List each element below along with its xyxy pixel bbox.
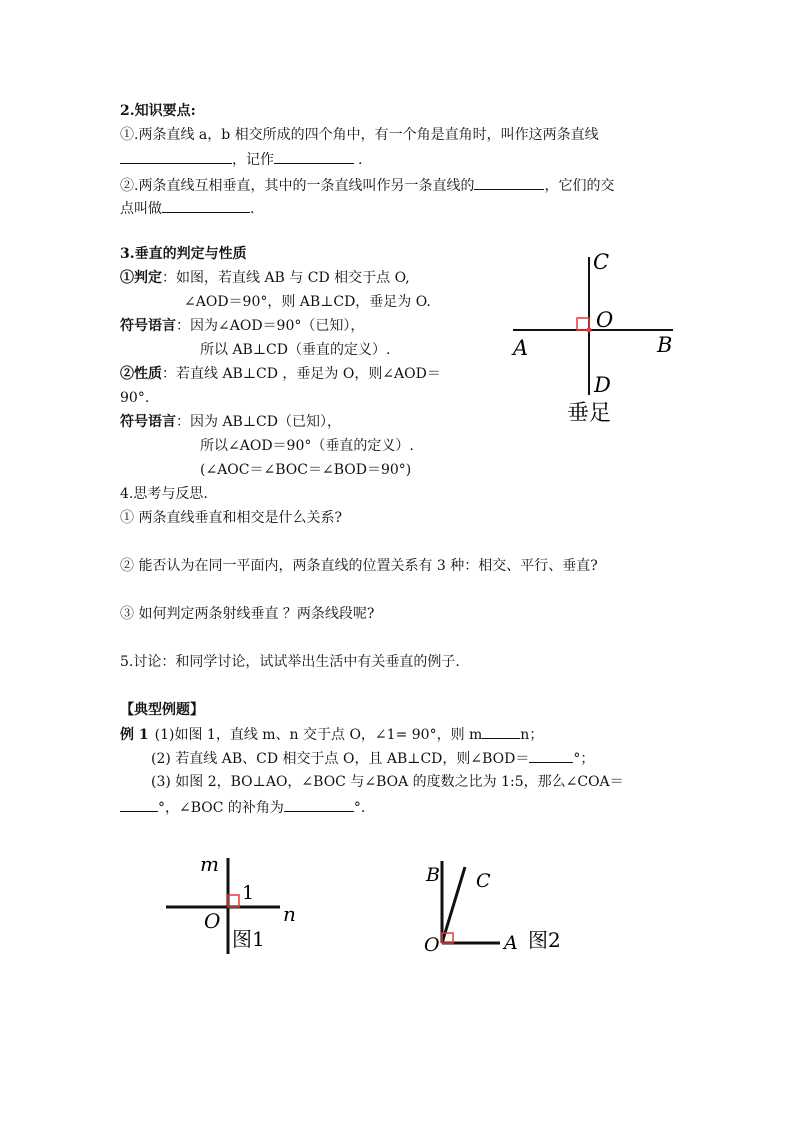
foot-caption: 垂足 <box>567 401 612 426</box>
question-3: ③ 如何判定两条射线垂直 ？两条线段呢? <box>120 606 375 622</box>
blank <box>120 152 232 164</box>
label-c: C <box>476 870 491 892</box>
blank <box>162 201 250 213</box>
example-1-line-4: °，∠BOC 的补角为 °. <box>120 800 365 815</box>
example-1-line-2: (2) 若直线 AB、CD 相交于点 O，且 AB⊥CD，则∠BOD＝ °； <box>151 751 595 767</box>
blank <box>274 152 354 164</box>
example-1-line-3: (3) 如图 2，BO⊥AO，∠BOC 与∠BOA 的度数之比为 1:5，那么∠COA＝ <box>151 774 624 790</box>
blank <box>482 727 520 739</box>
judge-line-cont: ∠AOD＝90°，则 AB⊥CD，垂足为 O. <box>184 294 431 310</box>
section-3-heading: 3.垂直的判定与性质 <box>120 246 247 262</box>
symbol-language-2-extra: (∠AOC＝∠BOC＝∠BOD＝90°) <box>200 462 412 478</box>
examples-heading: 【典型例题】 <box>120 702 204 718</box>
section-4-heading: 4.思考与反思. <box>120 486 208 502</box>
section-2-point-1-cont: ，记作 . <box>120 152 362 167</box>
label-b: B <box>426 864 440 886</box>
section-2-point-2: ②.两条直线互相垂直，其中的一条直线叫作另一条直线的 ，它们的交 <box>120 178 615 194</box>
symbol-language-2: 符号语言：因为 AB⊥CD（已知）， <box>120 414 341 430</box>
question-2: ② 能否认为在同一平面内，两条直线的位置关系有 3 种：相交、平行、垂直? <box>120 558 598 574</box>
property-line: ②性质：若直线 AB⊥CD ，垂足为 O，则∠AOD＝ <box>120 366 441 382</box>
judge-line: ①判定：如图，若直线 AB 与 CD 相交于点 O, <box>120 270 410 286</box>
figure-2-caption: 图2 <box>528 928 561 952</box>
figure-1-caption: 图1 <box>232 927 265 951</box>
label-b: B <box>657 333 673 357</box>
figure-2 <box>420 855 570 960</box>
figure-1 <box>160 848 310 958</box>
section-2-heading: 2.知识要点: <box>120 103 196 119</box>
perpendicular-figure <box>505 245 685 430</box>
section-2-point-1: ①.两条直线 a，b 相交所成的四个角中，有一个角是直角时，叫作这两条直线 <box>120 127 599 143</box>
label-o: O <box>424 934 440 956</box>
symbol-language-2-cont: 所以∠AOD＝90°（垂直的定义）. <box>200 438 414 454</box>
label-o: O <box>204 909 221 933</box>
blank <box>284 800 354 812</box>
label-a: A <box>504 932 518 954</box>
label-m: m <box>200 852 219 876</box>
label-c: C <box>593 250 610 274</box>
example-1-line-1: 例 1 (1)如图 1，直线 m、n 交于点 O，∠1= 90°，则 m n； <box>120 727 544 743</box>
blank <box>120 800 158 812</box>
label-n: n <box>283 902 296 926</box>
intersection-point <box>587 328 592 333</box>
blank <box>529 751 573 763</box>
symbol-language-1: 符号语言：因为∠AOD＝90°（已知）， <box>120 318 365 334</box>
label-1: 1 <box>242 882 255 904</box>
section-5-discussion: 5.讨论：和同学讨论，试试举出生活中有关垂直的例子. <box>120 654 460 670</box>
property-line-cont: 90°. <box>120 390 150 406</box>
label-d: D <box>594 373 611 397</box>
label-a: A <box>513 336 529 360</box>
blank <box>474 178 544 190</box>
symbol-language-1-cont: 所以 AB⊥CD（垂直的定义）. <box>200 342 391 358</box>
right-angle-mark <box>577 318 589 330</box>
label-o: O <box>596 308 614 332</box>
question-1: ① 两条直线垂直和相交是什么关系? <box>120 510 342 526</box>
section-2-point-2-cont: 点叫做 . <box>120 201 255 217</box>
right-angle-mark <box>228 895 239 907</box>
